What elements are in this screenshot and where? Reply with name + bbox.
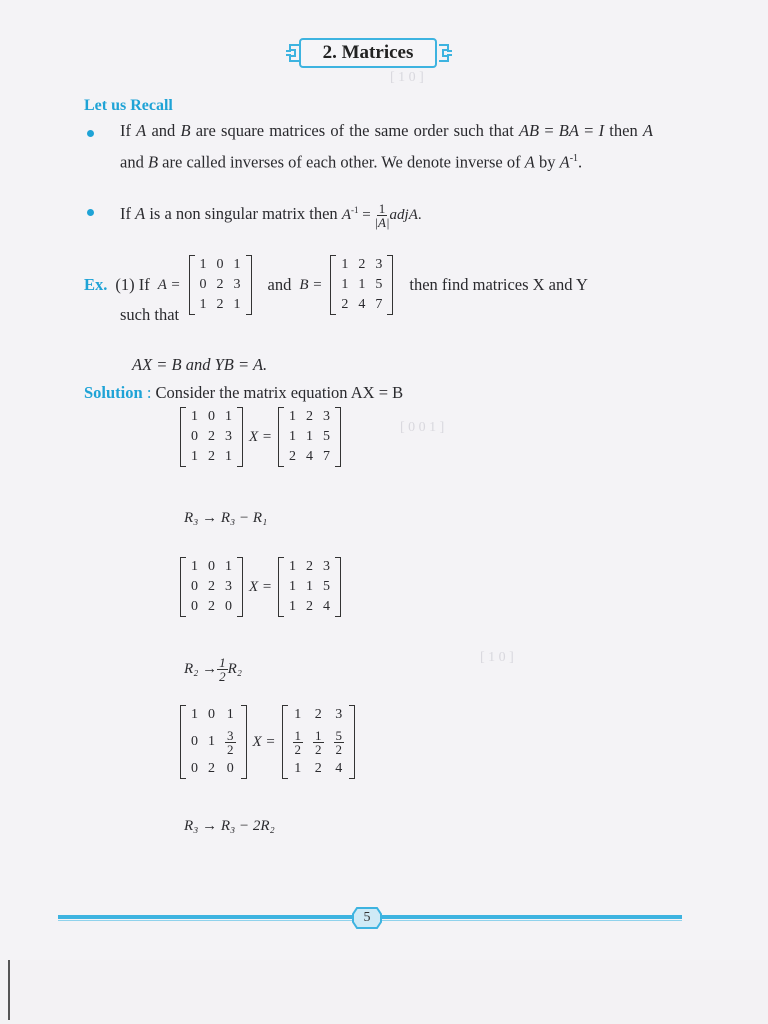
matrix-cell: 0: [191, 429, 198, 444]
numerator: 1: [294, 727, 302, 743]
denominator: 2: [227, 741, 234, 757]
matrix-cell: 5: [323, 429, 331, 444]
text: .: [578, 152, 583, 172]
matrix-cell: 0: [208, 559, 215, 574]
fraction: [217, 656, 228, 683]
page-number: 5: [363, 910, 371, 925]
numerator: 5: [335, 727, 343, 743]
matrix-cell: 3: [335, 707, 343, 722]
inverse-formula: [341, 201, 422, 231]
text: X =: [252, 733, 276, 750]
fraction: [334, 729, 345, 756]
matrix-cell: 0: [199, 277, 207, 292]
equation-step-2: [180, 705, 355, 779]
var: adjA: [389, 207, 418, 223]
text: R₂: [227, 661, 243, 677]
matrix-cell: 2: [289, 449, 297, 464]
matrix-cell: 4: [323, 599, 331, 614]
bracket-right: [335, 407, 341, 467]
matrix-cell: 1: [289, 599, 297, 614]
text: by: [534, 152, 560, 172]
matrix-cell: 1: [225, 409, 232, 424]
matrix: [278, 407, 341, 467]
chapter-title: 2. Matrices: [322, 42, 414, 63]
matrix-cell: 2: [306, 559, 314, 574]
text: are square matrices of the same order such that: [190, 121, 519, 140]
matrix-cell: 3: [375, 257, 383, 272]
matrix-cell: [220, 725, 241, 759]
text: and: [267, 275, 292, 294]
text: =: [539, 121, 559, 140]
matrix-cell: 1: [191, 707, 198, 722]
matrix-cell: 1: [289, 579, 297, 594]
bracket-right: [241, 705, 247, 779]
matrix-cell: 5: [323, 579, 331, 594]
matrix: [180, 705, 247, 779]
fraction: [225, 729, 236, 756]
matrix-cell: 3: [225, 429, 232, 444]
text: and: [146, 121, 181, 140]
matrix-label: A =: [157, 276, 181, 293]
matrix-cell: 0: [216, 257, 224, 272]
matrix: [180, 557, 243, 617]
bleed-through: [ 0 0 1 ]: [400, 420, 445, 435]
matrix-cell: 1: [225, 449, 232, 464]
text: (1) If: [115, 275, 150, 294]
bracket-right: [349, 705, 355, 779]
superscript: -1: [350, 205, 359, 215]
fraction: [313, 729, 324, 756]
matrix-cell: 1: [294, 761, 302, 776]
var: B: [180, 121, 191, 140]
matrix-cell: 7: [323, 449, 331, 464]
solution-intro: [84, 383, 403, 403]
equation-step-1: [180, 557, 341, 617]
text: then find matrices X and Y: [409, 275, 588, 294]
matrix-cell: 5: [375, 277, 383, 292]
row-operation-3: R₃ → R₃ − 2R₂: [184, 818, 275, 834]
matrix-B: [330, 255, 393, 315]
chapter-title-banner: [285, 36, 453, 72]
matrix-cell: 2: [216, 297, 224, 312]
row-operation-2: [184, 656, 242, 683]
denominator: 2: [335, 741, 343, 757]
matrix-cell: [288, 725, 309, 759]
matrix-cell: 0: [225, 599, 232, 614]
matrix-A: [189, 255, 252, 315]
denominator: 2: [315, 741, 322, 757]
text: X =: [249, 578, 273, 595]
solution-label: Solution: [84, 383, 143, 402]
var: B: [147, 152, 159, 172]
matrix-cell: 2: [208, 429, 215, 444]
var: A: [136, 121, 147, 140]
bracket-right: [237, 407, 243, 467]
numerator: 1: [219, 655, 226, 670]
text: :: [146, 383, 152, 402]
matrix-cell: 0: [226, 761, 234, 776]
fraction: [293, 729, 304, 756]
matrix-cell: 0: [208, 707, 215, 722]
matrix-cell: 0: [191, 734, 198, 749]
var: A: [642, 121, 653, 140]
denominator: 2: [219, 669, 226, 684]
matrix-cell: 7: [375, 297, 383, 312]
matrix-cell: 2: [208, 579, 215, 594]
bracket-right: [335, 557, 341, 617]
matrix-cell: 1: [199, 297, 207, 312]
matrix-cell: 2: [208, 599, 215, 614]
matrix-cell: 1: [208, 734, 215, 749]
numerator: 1: [378, 201, 386, 217]
matrix-cell: 2: [208, 761, 215, 776]
matrix-cell: 2: [341, 297, 349, 312]
recall-heading: Let us Recall: [84, 97, 173, 114]
matrix-cell: 2: [216, 277, 224, 292]
example-continuation: such that: [120, 305, 180, 324]
text: is a non singular matrix then: [145, 204, 342, 223]
matrix-cell: 3: [225, 579, 232, 594]
matrix-cell: 2: [358, 257, 366, 272]
matrix-cell: 4: [306, 449, 314, 464]
var: A: [341, 207, 351, 223]
matrix-cell: 1: [233, 297, 241, 312]
matrix-cell: 1: [294, 707, 302, 722]
matrix-cell: 2: [306, 409, 314, 424]
var: A: [524, 152, 535, 172]
matrix-cell: 3: [323, 409, 331, 424]
var: BA: [558, 121, 579, 140]
ornament-icon: [285, 42, 299, 64]
matrix-cell: 2: [306, 599, 314, 614]
var: A: [135, 204, 146, 223]
text: If: [120, 121, 137, 140]
matrix-cell: 4: [358, 297, 366, 312]
matrix-cell: 1: [289, 409, 297, 424]
fraction: [374, 202, 389, 229]
text: and: [120, 152, 148, 172]
text: are called inverses of each other. We denote inverse of: [158, 152, 525, 172]
matrix-cell: 1: [199, 257, 207, 272]
example-label: Ex.: [84, 275, 108, 294]
matrix-cell: 2: [314, 707, 322, 722]
ornament-icon: [439, 42, 453, 64]
var: A: [559, 152, 570, 172]
matrix-cell: [329, 725, 350, 759]
matrix: [278, 557, 341, 617]
bracket-right: [237, 557, 243, 617]
text: .: [417, 207, 422, 223]
matrix-cell: 1: [225, 559, 232, 574]
matrix-cell: 2: [208, 449, 215, 464]
scan-edge-mark: [8, 960, 10, 1020]
matrix-cell: 4: [335, 761, 343, 776]
var: AB: [518, 121, 540, 140]
text: X =: [249, 428, 273, 445]
matrix: [282, 705, 356, 779]
denominator: 2: [294, 741, 302, 757]
text: =: [578, 121, 599, 140]
text: then: [604, 121, 643, 140]
matrix-cell: 1: [191, 449, 198, 464]
var: I: [598, 121, 605, 140]
bleed-through: [ 1 0 ]: [480, 650, 514, 665]
denominator: |A|: [374, 215, 390, 231]
matrix-cell: 1: [306, 429, 314, 444]
matrix-cell: 2: [314, 761, 322, 776]
matrix-cell: 1: [289, 559, 297, 574]
matrix-cell: 0: [191, 761, 198, 776]
matrix-cell: 3: [323, 559, 331, 574]
matrix: [180, 407, 243, 467]
matrix-cell: 0: [191, 579, 198, 594]
matrix-cell: 1: [358, 277, 366, 292]
numerator: 1: [315, 727, 322, 743]
bracket-right: [246, 255, 252, 315]
text: Consider the matrix equation AX = B: [155, 383, 404, 402]
text: R₂ →: [184, 661, 218, 677]
superscript: -1: [569, 153, 579, 164]
bullet-icon: [87, 209, 94, 216]
matrix-cell: [308, 725, 329, 759]
example-condition: AX = B and YB = A.: [132, 355, 268, 374]
matrix-cell: 1: [289, 429, 297, 444]
bullet-icon: [87, 130, 94, 137]
matrix-cell: 1: [306, 579, 314, 594]
numerator: 3: [227, 727, 234, 743]
matrix-cell: 1: [191, 559, 198, 574]
text: If: [120, 204, 136, 223]
matrix-cell: 1: [341, 257, 349, 272]
matrix-cell: 0: [191, 599, 198, 614]
matrix-label: B =: [299, 276, 323, 293]
matrix-cell: 1: [341, 277, 349, 292]
matrix-cell: 1: [226, 707, 234, 722]
matrix-cell: 1: [191, 409, 198, 424]
matrix-cell: 3: [233, 277, 241, 292]
text: =: [358, 207, 375, 223]
matrix-cell: 0: [208, 409, 215, 424]
recall-bullet-2: [120, 196, 653, 229]
matrix-cell: 1: [233, 257, 241, 272]
bleed-through: [ 1 0 ]: [390, 70, 424, 85]
bracket-right: [387, 255, 393, 315]
row-operation-1: R₃ → R₃ − R₁: [184, 510, 268, 526]
equation-step-0: [180, 407, 341, 467]
recall-bullet-1: [120, 117, 653, 177]
